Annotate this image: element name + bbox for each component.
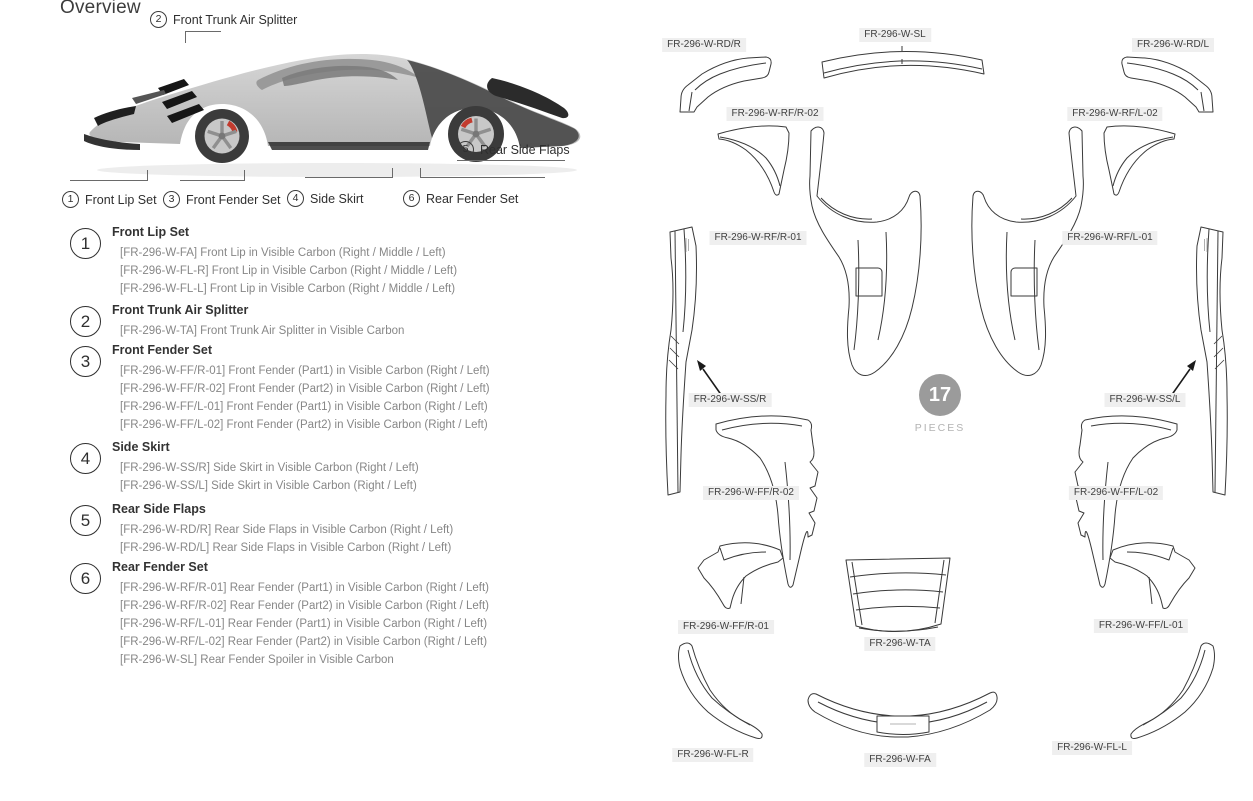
bracket-line [180, 180, 245, 181]
callout-label: Front Fender Set [186, 192, 281, 207]
callout-front-lip-set [62, 191, 157, 208]
bracket-line [244, 170, 245, 180]
part-label: FR-296-W-FA [864, 753, 936, 767]
part-list-item: [FR-296-W-RD/L] Rear Side Flaps in Visible Carbon (Right / Left) [120, 542, 452, 554]
part-label: FR-296-W-FF/R-02 [703, 486, 799, 500]
part-label: FR-296-W-SL [859, 28, 931, 42]
part-label: FR-296-W-FL-R [672, 748, 753, 762]
callout-front-trunk-air-splitter [150, 11, 297, 28]
circled-number: 5 [457, 141, 474, 158]
part-list-item: [FR-296-W-RD/R] Rear Side Flaps in Visible Carbon (Right / Left) [120, 524, 454, 536]
car-side-skirt [268, 142, 430, 150]
section-front-trunk-air-splitter [70, 302, 610, 340]
part-list-item: [FR-296-W-SS/L] Side Skirt in Visible Carbon (Right / Left) [120, 480, 417, 492]
section-rear-fender-set [70, 559, 610, 669]
part-list-item: [FR-296-W-RF/R-02] Rear Fender (Part2) in Visible Carbon (Right / Left) [120, 600, 489, 612]
part-list-item: [FR-296-W-FF/L-02] Front Fender (Part2) in Visible Carbon (Right / Left) [120, 419, 488, 431]
part-label: FR-296-W-SS/R [689, 393, 772, 407]
part-list-item: [FR-296-W-SS/R] Side Skirt in Visible Carbon (Right / Left) [120, 462, 419, 474]
arrow-icon [697, 360, 722, 396]
callout-front-fender-set [163, 191, 281, 208]
section-title: Rear Side Flaps [112, 502, 206, 516]
callout-label: Front Trunk Air Splitter [173, 12, 298, 27]
callout-label: Rear Side Flaps [480, 142, 570, 157]
circled-number: 4 [287, 190, 304, 207]
circled-number: 3 [163, 191, 180, 208]
car-front-wheel [195, 109, 249, 163]
part-list-item: [FR-296-W-RF/R-01] Rear Fender (Part1) in Visible Carbon (Right / Left) [120, 582, 489, 594]
part-outline-ta [846, 558, 950, 632]
part-outline-ff-r-01 [698, 543, 783, 609]
part-label: FR-296-W-RF/L-02 [1067, 107, 1162, 121]
part-list-item: [FR-296-W-SL] Rear Fender Spoiler in Visible Carbon [120, 654, 394, 666]
part-label: FR-296-W-FF/R-01 [678, 620, 774, 634]
section-front-fender-set [70, 342, 610, 434]
part-outline-fl-r [679, 643, 763, 739]
part-list-item: [FR-296-W-FL-L] Front Lip in Visible Carbon (Right / Middle / Left) [120, 283, 456, 295]
bracket-line [147, 170, 148, 180]
circled-number: 2 [150, 11, 167, 28]
bracket-line [420, 177, 545, 178]
part-outline-rf-r-01 [810, 127, 922, 375]
callout-label: Front Lip Set [85, 192, 157, 207]
part-label: FR-296-W-RF/R-01 [709, 231, 806, 245]
section-title: Front Fender Set [112, 343, 213, 357]
part-label: FR-296-W-FF/L-02 [1069, 486, 1163, 500]
pieces-label: PIECES [914, 422, 966, 434]
part-outline-ss-r [666, 227, 697, 495]
callout-label: Rear Fender Set [426, 191, 519, 206]
section-number: 4 [70, 443, 101, 474]
leader-line [185, 31, 186, 43]
callout-side-skirt [287, 190, 364, 207]
section-number: 1 [70, 228, 101, 259]
circled-number: 6 [403, 190, 420, 207]
part-list-item: [FR-296-W-FF/R-02] Front Fender (Part2) in Visible Carbon (Right / Left) [120, 383, 490, 395]
part-list-item: [FR-296-W-TA] Front Trunk Air Splitter in Visible Carbon [120, 325, 405, 337]
section-title: Front Lip Set [112, 225, 190, 239]
part-label: FR-296-W-FL-L [1052, 741, 1132, 755]
part-list-item: [FR-296-W-FA] Front Lip in Visible Carbon (Right / Middle / Left) [120, 247, 446, 259]
part-outline-rd-r [680, 57, 771, 112]
part-list-item: [FR-296-W-FF/R-01] Front Fender (Part1) in Visible Carbon (Right / Left) [120, 365, 490, 377]
page-title: Overview [60, 0, 141, 18]
part-label: FR-296-W-RD/L [1132, 38, 1214, 52]
part-label: FR-296-W-RD/R [662, 38, 746, 52]
part-label: FR-296-W-RF/R-02 [726, 107, 823, 121]
leader-line [185, 31, 221, 32]
car-illustration [72, 20, 602, 190]
part-outline-fa [808, 692, 997, 737]
callout-rear-fender-set [403, 190, 518, 207]
bracket-line [392, 168, 393, 177]
section-number: 6 [70, 563, 101, 594]
section-number: 5 [70, 505, 101, 536]
section-title: Side Skirt [112, 440, 170, 454]
section-number: 2 [70, 306, 101, 337]
part-list-item: [FR-296-W-FF/L-01] Front Fender (Part1) in Visible Carbon (Right / Left) [120, 401, 488, 413]
pieces-count-badge: 17 [919, 374, 961, 416]
part-outline-sl [822, 46, 984, 78]
bracket-line [70, 180, 148, 181]
parts-left-mirror [972, 57, 1227, 739]
section-side-skirt [70, 439, 610, 495]
section-title: Rear Fender Set [112, 560, 208, 574]
part-outline-rf-r-02 [718, 126, 789, 195]
callout-rear-side-flaps [457, 141, 570, 158]
part-label: FR-296-W-FF/L-01 [1094, 619, 1188, 633]
section-title: Front Trunk Air Splitter [112, 303, 249, 317]
bracket-line [420, 168, 421, 177]
part-label: FR-296-W-TA [864, 637, 935, 651]
callout-label: Side Skirt [310, 191, 364, 206]
part-list-item: [FR-296-W-RF/L-02] Rear Fender (Part2) in Visible Carbon (Right / Left) [120, 636, 488, 648]
leader-underline [457, 160, 565, 161]
section-rear-side-flaps [70, 501, 610, 557]
part-list-item: [FR-296-W-RF/L-01] Rear Fender (Part1) in Visible Carbon (Right / Left) [120, 618, 488, 630]
circled-number: 1 [62, 191, 79, 208]
section-number: 3 [70, 346, 101, 377]
section-front-lip-set [70, 224, 610, 298]
part-list-item: [FR-296-W-FL-R] Front Lip in Visible Carbon (Right / Middle / Left) [120, 265, 458, 277]
part-label: FR-296-W-SS/L [1105, 393, 1186, 407]
part-label: FR-296-W-RF/L-01 [1062, 231, 1157, 245]
bracket-line [305, 177, 393, 178]
